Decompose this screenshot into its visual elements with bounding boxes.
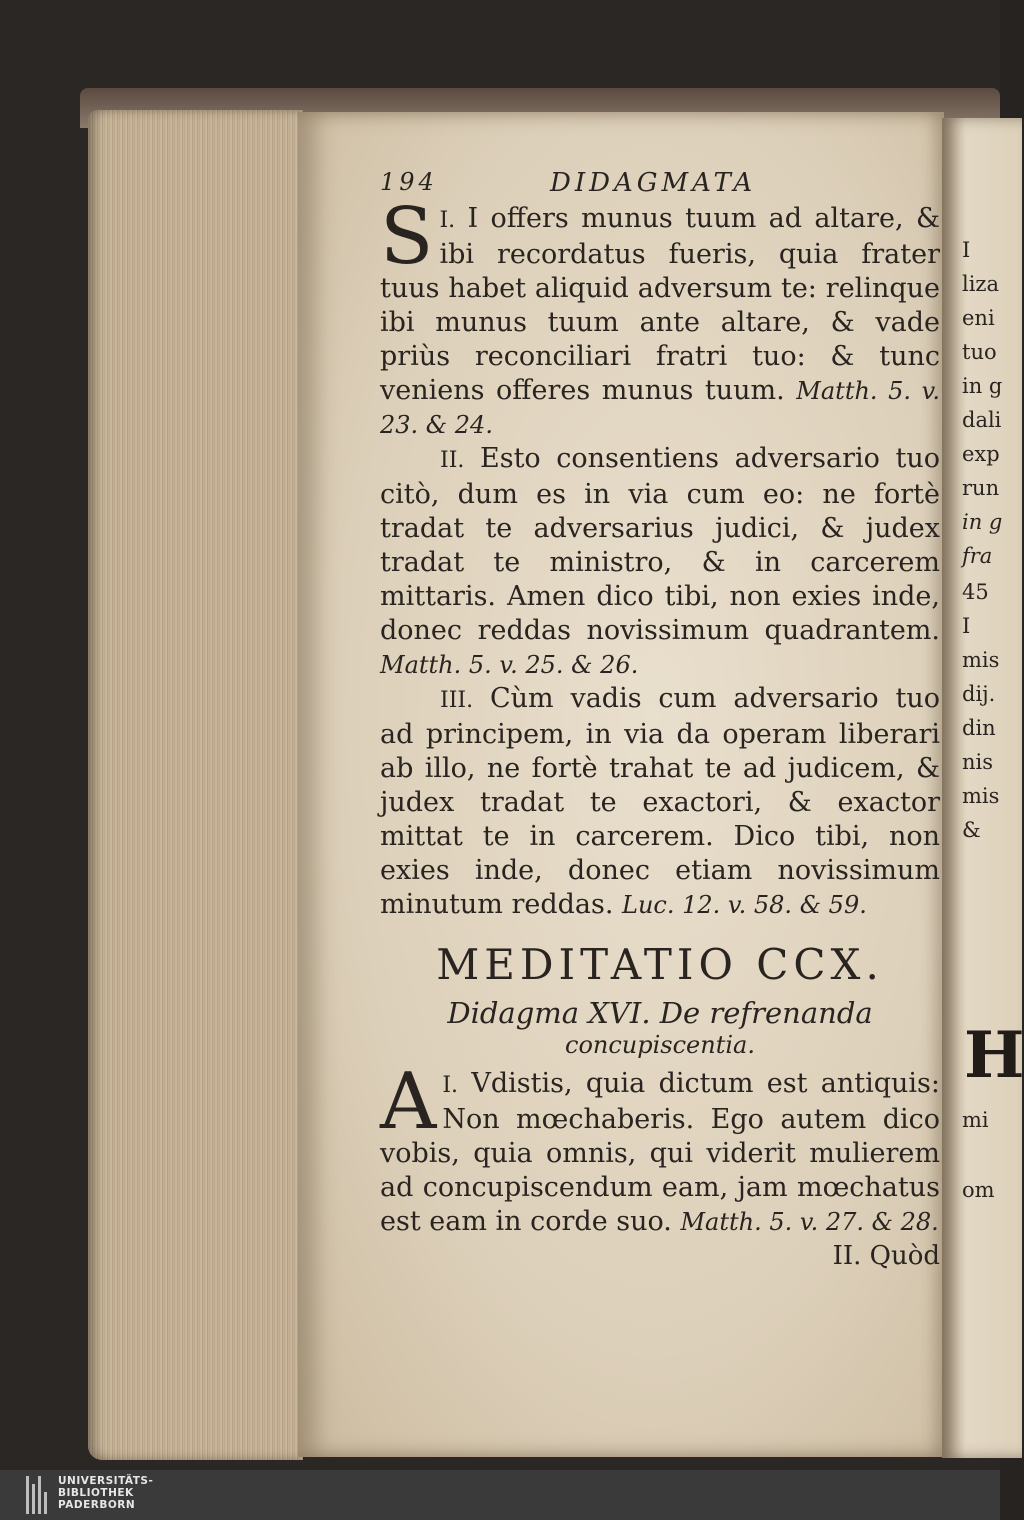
paragraph-number: I. <box>442 1073 459 1098</box>
logo-line: UNIVERSITÄTS- <box>58 1475 154 1487</box>
next-page-fragment: run <box>962 476 1000 500</box>
next-page-fragment: mis <box>962 648 1000 672</box>
logo-line: BIBLIOTHEK <box>58 1487 134 1499</box>
next-page-fragment: liza <box>962 272 1000 296</box>
scripture-reference: Luc. 12. v. 58. & 59. <box>622 891 867 919</box>
paragraph-text: I offers munus tuum ad altare, & ibi recordatus fueris, quia frater tuus habet aliquid adversum te: relinque ibi munus tuum ante altare, & vade priùs reconciliari fratri tuo: & tunc veniens offeres munus tuum. <box>380 203 940 406</box>
next-page-edge <box>942 118 1022 1458</box>
didagma-subheading: Didagma XVI. De refrenanda <box>447 996 873 1030</box>
next-page-fragment: exp <box>962 442 1000 466</box>
paragraph-3 <box>380 682 940 922</box>
next-page-fragment: din <box>962 716 996 740</box>
next-page-fragment: mis <box>962 784 1000 808</box>
next-page-fragment: & <box>962 818 981 842</box>
next-page-fragment: dali <box>962 408 1002 432</box>
next-page-fragment: in g <box>962 510 1003 534</box>
paragraph-text: Esto consentiens adversario tuo citò, dum es in via cum eo: ne fortè tradat te adversarius judici, & judex tradat te ministro, & in carcerem mittaris. Amen dico tibi, non exies inde, donec reddas novissimum quadrantem. <box>380 443 940 646</box>
next-page-fragment: eni <box>962 306 995 330</box>
paragraph-4 <box>380 1057 940 1239</box>
logo-line: PADERBORN <box>58 1499 136 1511</box>
next-page-fragment: I <box>962 614 971 638</box>
paragraph-number: III. <box>440 688 474 713</box>
next-page-drop-cap: H <box>964 1018 1024 1093</box>
page-text <box>380 168 940 1271</box>
library-logo-icon <box>26 1476 52 1514</box>
next-page-fragment: 45 <box>962 580 989 604</box>
drop-cap: A <box>380 1057 437 1147</box>
page-stack-edges <box>88 110 303 1460</box>
didagma-subheading-line2: concupiscentia. <box>565 1031 755 1059</box>
next-page-fragment: om <box>962 1178 995 1202</box>
catchword: II. Quòd <box>832 1241 940 1271</box>
paragraph-number: I. <box>439 208 456 233</box>
paragraph-2 <box>380 442 940 682</box>
next-page-fragment: dij. <box>962 682 996 706</box>
library-logo-text <box>58 1475 153 1511</box>
scripture-reference: Matth. 5. v. 23. & 24. <box>380 377 940 439</box>
page-number: 194 <box>380 168 438 196</box>
paragraph-1 <box>380 192 940 442</box>
next-page-fragment: nis <box>962 750 994 774</box>
drop-cap: S <box>380 192 434 282</box>
next-page-fragment: fra <box>962 544 993 568</box>
next-page-fragment: I <box>962 238 971 262</box>
footer-bar <box>0 1470 1000 1520</box>
paragraph-number: II. <box>440 448 465 473</box>
scripture-reference: Matth. 5. v. 25. & 26. <box>380 651 639 679</box>
scripture-reference: Matth. 5. v. 27. & 28. <box>680 1208 939 1236</box>
paragraph-text: Cùm vadis cum adversario tuo ad principem, in via da operam liberari ab illo, ne fortè trahat te ad judicem, & judex tradat te exactori, & exactor mittat te in carcerem. Dico tibi, non exies inde, donec etiam novissimum minutum reddas. <box>380 683 940 920</box>
paragraph-text: Vdistis, quia dictum est antiquis: Non mœchaberis. Ego autem dico vobis, quia omnis, qui viderit mulierem ad concupiscendum eam, jam mœchatus est eam in corde suo. <box>380 1068 940 1237</box>
next-page-fragment: tuo <box>962 340 997 364</box>
running-head: DIDAGMATA <box>550 168 757 198</box>
next-page-fragment: in g <box>962 374 1003 398</box>
meditation-heading: MEDITATIO CCX. <box>436 940 884 989</box>
page-header <box>380 168 940 202</box>
next-page-fragment: mi <box>962 1108 989 1132</box>
